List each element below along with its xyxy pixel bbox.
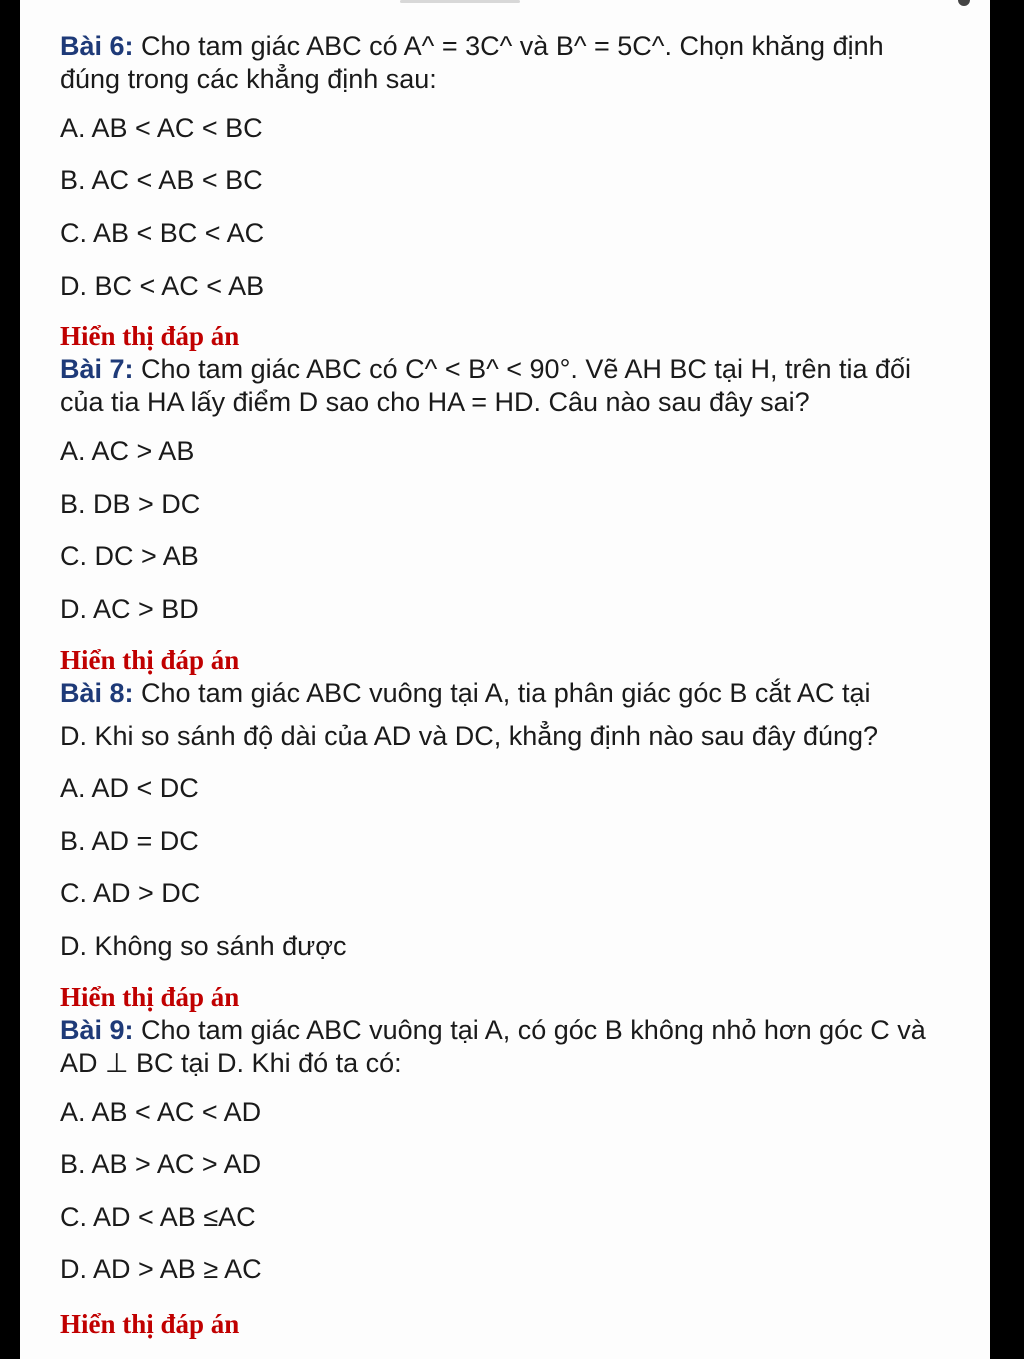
option-c: C. DC > AB [60,541,199,572]
question-label: Bài 9: [60,1014,134,1045]
option-a: A. AB < AC < AD [60,1096,262,1127]
question-7 [60,353,950,419]
option-a: A. AD < DC [60,773,199,804]
option-c: C. AB < BC < AC [60,217,265,248]
option-b: B. AD = DC [60,825,199,856]
option-d: D. AD > AB ≥ AC [60,1254,262,1285]
question-text: Cho tam giác ABC có C^ < B^ < 90°. Vẽ AH BC tại H, trên tia đối của tia HA lấy điểm D sao cho HA = HD. Câu nào sau đây sai? [60,354,912,418]
option-c: C. AD < AB ≤AC [60,1201,256,1232]
document-page [20,0,990,1359]
option-d: D. AC > BD [60,593,199,624]
show-answer-link[interactable]: Hiển thị đáp án [60,321,240,352]
question-text: Cho tam giác ABC vuông tại A, tia phân giác góc B cắt AC tại [133,677,871,708]
option-c: C. AD > DC [60,878,201,909]
option-d: D. BC < AC < AB [60,270,265,301]
option-b: B. AC < AB < BC [60,165,263,196]
exercise-list [60,30,950,1341]
question-label: Bài 7: [60,354,134,385]
question-text: Cho tam giác ABC có A^ = 3C^ và B^ = 5C^. Chọn khăng định đúng trong các khẳng định sau: [60,31,884,94]
top-scroll-mark [400,0,520,3]
show-answer-link[interactable]: Hiển thị đáp án [60,1309,240,1340]
question-label: Bài 6: [60,31,134,61]
question-8 [60,677,950,710]
option-a: A. AC > AB [60,436,195,467]
question-9 [60,1014,950,1080]
show-answer-link[interactable]: Hiển thị đáp án [60,981,240,1012]
question-label: Bài 8: [60,677,134,708]
question-6 [60,30,950,96]
question-8-continuation: D. Khi so sánh độ dài của AD và DC, khẳng định nào sau đây đúng? [60,720,879,751]
question-text: Cho tam giác ABC vuông tại A, có góc B không nhỏ hơn góc C và AD ⊥ BC tại D. Khi đó ta có: [60,1014,926,1078]
corner-dot [958,0,970,6]
show-answer-link[interactable]: Hiển thị đáp án [60,644,240,675]
option-b: B. AB > AC > AD [60,1149,262,1180]
option-b: B. DB > DC [60,488,201,519]
option-a: A. AB < AC < BC [60,112,263,143]
option-d: D. Không so sánh được [60,930,347,961]
